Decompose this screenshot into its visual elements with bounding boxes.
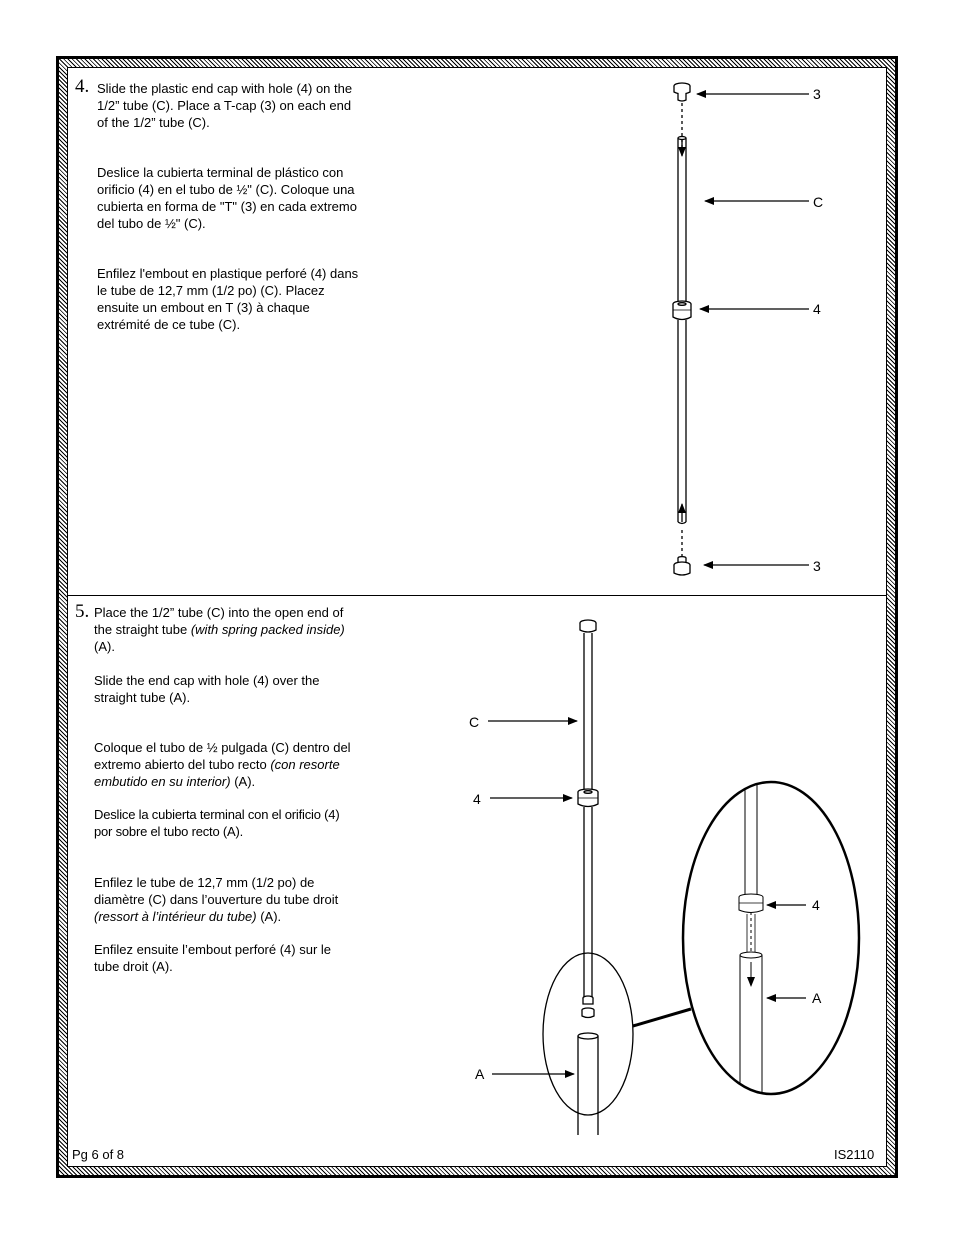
label-4: 4: [813, 301, 821, 317]
step5-text-en-1: Place the 1/2” tube (C) into the open end of the straight tube (with spring packed inside) (A).: [94, 605, 345, 654]
step4-text-es: Deslice la cubierta terminal de plástico con orificio (4) en el tubo de ½" (C). Coloque una cubierta en forma de "T" (3) en cada extremo del tubo de ½" (C).: [97, 165, 357, 231]
tube-c-upper: [678, 138, 686, 301]
step4-number: 4.: [75, 76, 90, 97]
label-a-step5: A: [475, 1066, 485, 1082]
t-cap-top-icon: [674, 83, 690, 101]
step5-text-en-2: Slide the end cap with hole (4) over the straight tube (A).: [94, 673, 320, 705]
t-cap-bottom-icon: [674, 557, 690, 575]
end-cap-step5-icon: [578, 789, 598, 807]
step4-text-fr: Enfilez l'embout en plastique perforé (4) dans le tube de 12,7 mm (1/2 po) (C). Placez ensuite un embout en T (3) à chaque extrémité de ce tube (C).: [97, 266, 359, 332]
end-cap-with-hole-icon: [673, 301, 691, 320]
step4-figure: [673, 83, 809, 575]
straight-tube-a: [578, 1036, 598, 1135]
step5-number: 5.: [75, 601, 90, 622]
tube-c-lower: [678, 320, 686, 522]
step5-figure: [488, 620, 859, 1135]
label-4-zoom: 4: [812, 897, 820, 913]
page-number: Pg 6 of 8: [72, 1147, 125, 1162]
label-c: C: [813, 194, 824, 210]
label-c-step5: C: [469, 714, 480, 730]
label-3-top: 3: [813, 86, 821, 102]
zoom-connector: [633, 1009, 691, 1026]
zoom-detail-ellipse: [683, 782, 859, 1094]
document-code: IS2110: [834, 1147, 875, 1162]
step4-text-en: Slide the plastic end cap with hole (4) on the 1/2” tube (C). Place a T-cap (3) on each end of the 1/2” tube (C).: [97, 81, 353, 130]
step5-text-fr-2: Enfilez ensuite l’embout perforé (4) sur le tube droit (A).: [94, 942, 332, 974]
tube-c-lower-step5: [584, 807, 592, 998]
step5-text-fr-1: Enfilez le tube de 12,7 mm (1/2 po) de diamètre (C) dans l’ouverture du tube droit (ressort à l’intérieur du tube) (A).: [94, 875, 339, 924]
step5-text-es-2: Deslice la cubierta terminal con el orificio (4) por sobre el tubo recto (A).: [94, 807, 340, 839]
label-4-step5: 4: [473, 791, 481, 807]
label-3-bottom: 3: [813, 558, 821, 574]
label-a-zoom: A: [812, 990, 822, 1006]
tube-c-upper-step5: [584, 633, 592, 790]
step5-text-es-1: Coloque el tubo de ½ pulgada (C) dentro del extremo abierto del tubo recto (con resorte embutido en su interior) (A).: [94, 740, 351, 789]
